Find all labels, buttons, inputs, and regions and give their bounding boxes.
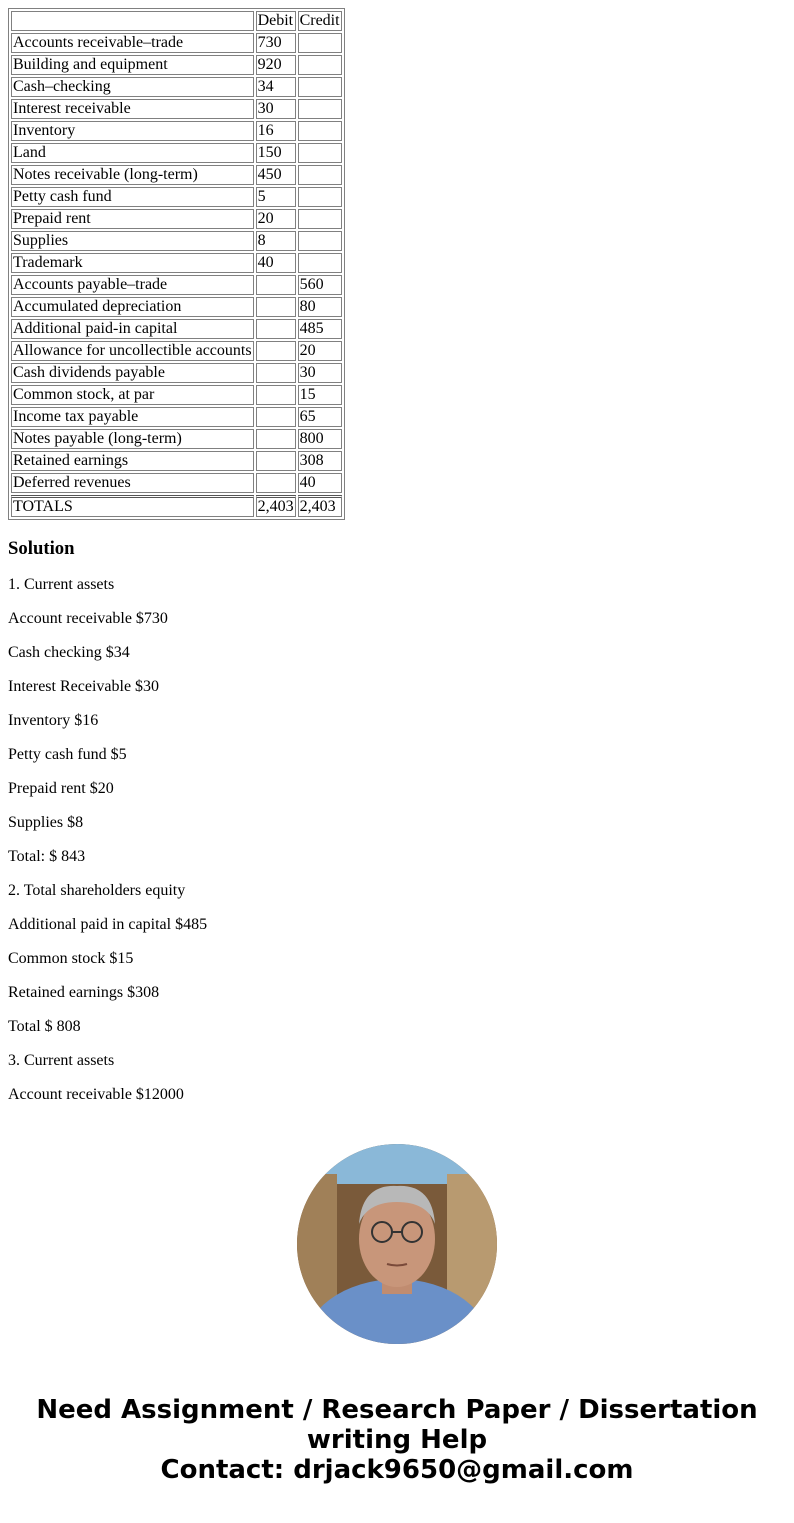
table-row [11,363,342,383]
debit-cell: 5 [256,187,296,207]
solution-line: Common stock $15 [8,950,134,967]
credit-cell: 65 [298,407,342,427]
account-cell: Common stock, at par [11,385,254,405]
account-cell: Interest receivable [11,99,254,119]
credit-cell [298,209,342,229]
solution-line: Inventory $16 [8,712,99,729]
table-row [11,165,342,185]
debit-cell [256,473,296,493]
debit-cell [256,319,296,339]
credit-cell: 80 [298,297,342,317]
solution-line: Retained earnings $308 [8,984,160,1001]
credit-cell: 15 [298,385,342,405]
table-row [11,429,342,449]
debit-cell [256,297,296,317]
solution-line: Interest Receivable $30 [8,678,160,695]
totals-credit: 2,403 [298,495,342,517]
account-cell: Retained earnings [11,451,254,471]
account-cell: Supplies [11,231,254,251]
table-row [11,319,342,339]
promo-line-1: Need Assignment / Research Paper / Dissertation writing Help [36,1395,758,1455]
credit-cell [298,55,342,75]
table-row [11,33,342,53]
totals-debit: 2,403 [256,495,296,517]
debit-cell: 30 [256,99,296,119]
debit-cell: 34 [256,77,296,97]
solution-line: Cash checking $34 [8,644,130,661]
account-cell: Accounts receivable–trade [11,33,254,53]
solution-line: Petty cash fund $5 [8,746,127,763]
header-account [11,11,254,31]
credit-cell: 308 [298,451,342,471]
credit-cell: 485 [298,319,342,339]
solution-heading: Solution [8,538,75,559]
table-row [11,253,342,273]
credit-cell [298,77,342,97]
credit-cell [298,231,342,251]
credit-cell: 40 [298,473,342,493]
debit-cell [256,363,296,383]
debit-cell [256,341,296,361]
debit-cell [256,451,296,471]
totals-row [11,495,342,517]
table-row [11,297,342,317]
header-debit: Debit [256,11,296,31]
account-cell: Cash dividends payable [11,363,254,383]
account-cell: Building and equipment [11,55,254,75]
debit-cell [256,385,296,405]
table-header-row [11,11,342,31]
table-row [11,77,342,97]
credit-cell [298,99,342,119]
debit-cell: 730 [256,33,296,53]
account-cell: Trademark [11,253,254,273]
credit-cell: 20 [298,341,342,361]
debit-cell: 40 [256,253,296,273]
table-row [11,473,342,493]
solution-line: Account receivable $12000 [8,1086,184,1103]
table-row [11,209,342,229]
table-row [11,451,342,471]
account-cell: Notes receivable (long-term) [11,165,254,185]
debit-cell [256,407,296,427]
credit-cell [298,187,342,207]
table-row [11,55,342,75]
table-row [11,341,342,361]
debit-cell: 920 [256,55,296,75]
debit-cell: 450 [256,165,296,185]
totals-label: TOTALS [11,495,254,517]
credit-cell: 560 [298,275,342,295]
credit-cell [298,165,342,185]
account-cell: Land [11,143,254,163]
table-row [11,275,342,295]
solution-line: Total $ 808 [8,1018,81,1035]
account-cell: Prepaid rent [11,209,254,229]
trial-balance-table [8,8,345,520]
account-cell: Additional paid-in capital [11,319,254,339]
account-cell: Allowance for uncollectible accounts [13,342,252,359]
table-row [11,121,342,141]
debit-cell [256,429,296,449]
table-row [11,385,342,405]
account-cell: Notes payable (long-term) [11,429,254,449]
account-cell: Income tax payable [11,407,254,427]
credit-cell: 800 [298,429,342,449]
account-cell: Accumulated depreciation [11,297,254,317]
credit-cell [298,143,342,163]
solution-line: 2. Total shareholders equity [8,882,186,899]
debit-cell: 16 [256,121,296,141]
solution-line: 1. Current assets [8,576,115,593]
credit-cell [298,253,342,273]
account-cell: Petty cash fund [11,187,254,207]
credit-cell [298,121,342,141]
header-credit: Credit [299,12,340,29]
account-cell: Cash–checking [11,77,254,97]
account-cell: Inventory [11,121,254,141]
promo-banner [8,1395,786,1485]
credit-cell: 30 [298,363,342,383]
debit-cell [256,275,296,295]
promo-contact: Contact: drjack9650@gmail.com [160,1455,634,1485]
debit-cell: 150 [256,143,296,163]
solution-line: Prepaid rent $20 [8,780,114,797]
table-row [11,143,342,163]
solution-line: Total: $ 843 [8,848,86,865]
solution-line: Account receivable $730 [8,610,168,627]
solution-line: Additional paid in capital $485 [8,916,208,933]
debit-cell: 20 [256,209,296,229]
table-row [11,187,342,207]
credit-cell [298,33,342,53]
table-row [11,99,342,119]
solution-line: 3. Current assets [8,1052,115,1069]
debit-cell: 8 [256,231,296,251]
table-row [11,231,342,251]
table-row [11,407,342,427]
account-cell: Deferred revenues [11,473,254,493]
solution-line: Supplies $8 [8,814,84,831]
author-photo [297,1144,497,1344]
solution-body [8,576,786,1104]
account-cell: Accounts payable–trade [11,275,254,295]
